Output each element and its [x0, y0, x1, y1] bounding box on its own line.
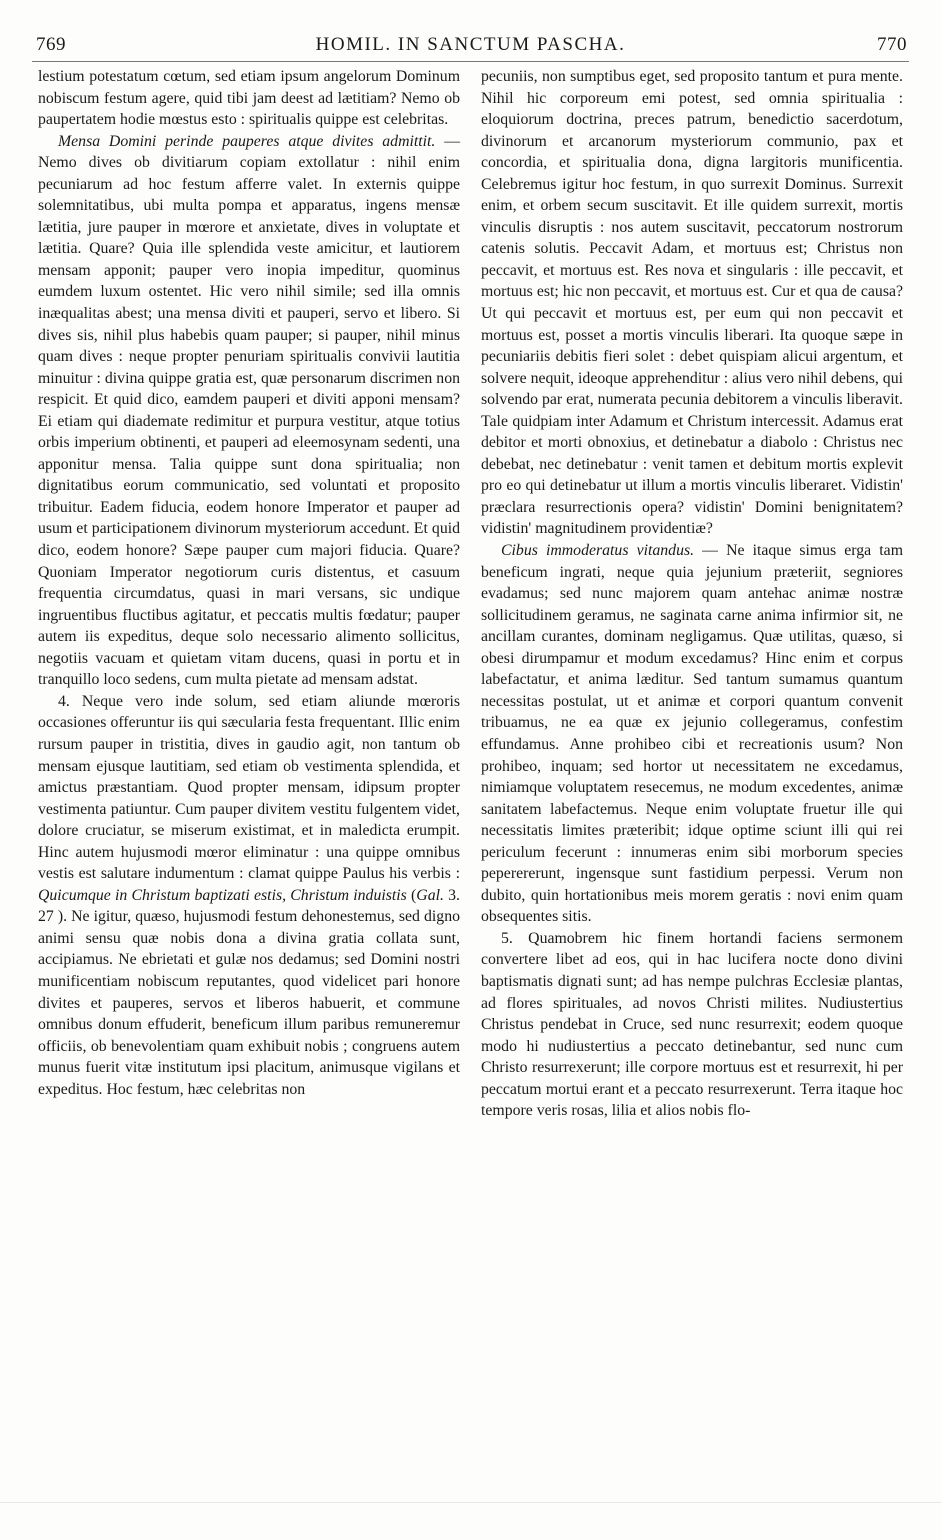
section-heading: Cibus immoderatus vitandus.: [501, 542, 695, 560]
scripture-reference: Gal.: [416, 886, 444, 904]
page-number-left: 769: [36, 34, 66, 55]
paragraph-text: — Ne itaque simus erga tam beneficum ingrati, neque quia jejunium præteriit, segniores evadamus; sed nunc majorem quam antehac animæ nostræ sollicitudinem geramus, ne saginata carne anima infirmior sit, ne ancillam curantes, dominam negligamus. Quæ utilitas, quæso, si obesi dirumpamur et modum excedamus? Hinc enim et corpus labefactatur, et anima læditur. Sed tantum sumamus quantum necessitas postulat, ut et animæ et corpori quantum convenit tribuamus, ne ea quæ ex jejunio collegeramus, confestim effundamus. Anne prohibeo cibi et recreationis usum? Non prohibeo, inquam; sed hortor ut necessitatem ne excedamus, nimiamque voluptatem resecemus, ne modum excedentes, animæ sanitatem labefactemus. Neque enim voluptate fruetur ille qui necessitatis limites præteribit; idque optime sciunt illi qui rei periculum fecerunt : innumeras enim sibi morborum species peperererunt, ingensque sunt fastidium perpessi. Verum non dubito, quin hortationibus meis morem geratis : novi enim quam obsequentes sitis.: [481, 542, 903, 926]
page-number-right: 770: [877, 34, 907, 55]
paragraph: lestium potestatum cœtum, sed etiam ipsum angelorum Dominum nobiscum festum agere, quid tibi jam deest ad lætitiam? Nemo ob paupertatem hodie mœstus esto : spiritualis quippe est celebritas.: [38, 68, 460, 129]
paragraph: [38, 131, 460, 691]
left-column: [38, 66, 460, 1100]
paragraph-text: — Nemo dives ob divitiarum copiam extollatur : nihil enim pecuniarum ad hoc festum afferre valet. In externis quippe solemnitatibus, ubi multa pompa et apparatus, ingens mensæ lætitia, jure pauper in mœrore et anxietate, dives in voluptate et lætitia. Quare? Quia ille splendida veste amicitur, et lautiorem mensam apponit; pauper vero inopia impeditur, quominus eumdem luxum ostentet. Hic vero nihil simile; sed illa omnis inæqualitas abest; una mensa diviti et pauperi, servo et libero. Si dives sis, nihil plus habebis quam pauper; si pauper, nihil minus quam dives : neque propter penuriam spiritualis convivii lautitia minuitur : divina quippe gratia est, quæ personarum discrimen non respicit. Et quid dico, eamdem pauperi et diviti apponi mensam? Ei etiam qui diademate redimitur et purpura vestitur, atque totius orbis imperium obtinenti, et pauperi ad eleemosynam sedenti, una apponitur mensa. Talia quippe sunt dona spiritualia; non dignitatibus eorum communicatio, sed voluntati et proposito tribuitur. Eadem fiducia, eodem honore Imperator et pauper ad usum et participationem divinorum mysteriorum accedunt. Et quid dico, eodem honore? Sæpe pauper cum majori fiducia. Quare? Quoniam Imperator negotiorum curis distentus, et casuum frequentia circumdatus, quasi in mari versans, sic undique ingruentibus fluctibus agitatur, et peccatis multis fœdatur; pauper autem iis expeditus, deque solo necessario alimento sollicitus, negotiis vacuam et quietam vitam ducens, quasi in portu et in tranquillo loco sedens, cum multa pietate ad mensam adstat.: [38, 132, 460, 689]
paragraph-text: Ne igitur, quæso, hujusmodi festum dehonestemus, sed digno animi sensu quæ nobis dona a divina gratia collata sunt, accipiamus. Ne ebrietati et gulæ nos dedamus; sed Domini nostri munificentiam nobiscum reputantes, quod videlicet pari honore divites et pauperes, servos et liberos habuerit, et commune omnibus donum effuderit, beneficum illum paribus remuneremur officiis, ob benevolentiam quam exhibuit nobis ; congruens autem munus fuerit vitæ institutum ipsi placitum, animusque vigilans et expeditus. Hoc festum, hæc celebritas non: [38, 908, 460, 1098]
scripture-quote: Quicumque in Christum baptizati estis, Christum induistis: [38, 886, 407, 904]
header-rule: [32, 61, 909, 62]
paragraph: pecuniis, non sumptibus eget, sed proposito tantum et pura mente. Nihil hic corporeum emi potest, sed omnia spiritualia : eloquiorum doctrina, preces patrum, benedictio sacerdotum, divinorum et arcanorum mysteriorum communio, pax et concordia, et spiritualia dona, digna largitoris munificentia. Celebremus igitur hoc festum, in quo surrexit Dominus. Surrexit enim, et orbem secum suscitavit. Et ille quidem surrexit, mortis vinculis disruptis : nos autem suscitavit, peccatorum nostrorum catenis solutis. Peccavit Adam, et mortuus est; Christus non peccavit, et mortuus est. Res nova et singularis : ille peccavit, et mortuus est; hic non peccavit, et mortuus est. Cur et qua de causa? Ut qui peccavit et mortuus est, per eum qui non peccavit et mortuus est, posset a mortis vinculis liberari. Ita quoque sæpe in pecuniariis debitis fieri solet : debet quispiam alicui argentum, et solvere nequit, ideoque apprehenditur : alius vero nihil debens, qui solvendo par erat, numerata pecunia debitorem a vinculis liberavit. Tale quidpiam inter Adamum et Christum intercessit. Adamus erat debitor et morti obnoxius, et detinebatur a diabolo : Christus nec debebat, nec detinebatur : venit tamen et debitum mortis explevit pro eo qui detinebatur ut illum a mortis vinculis liberaret. Vidistin' præclara resurrectionis opera? vidistin' Domini benignitatem? vidistin' magnitudinem providentiæ?: [481, 68, 903, 538]
paragraph: [481, 540, 903, 928]
section-heading: Mensa Domini perinde pauperes atque divites admittit.: [58, 132, 436, 150]
running-title: HOMIL. IN SANCTUM PASCHA.: [315, 34, 626, 55]
page-bottom-edge: [0, 1502, 941, 1503]
reference-numbers: 3. 27 ).: [38, 886, 461, 926]
right-column: [481, 66, 903, 1122]
running-header: [30, 34, 911, 60]
paragraph-text: 4. Neque vero inde solum, sed etiam aliunde mœroris occasiones offeruntur iis qui sæcularia festa frequentant. Illic enim rursum pauper in tristitia, dives in gaudio agit, non tantum ob mensam ejusque lautitiam, sed etiam ob vestimenta splendida, et amictus præstantiam. Quod propter mensam, idipsum propter vestimenta patiuntur. Cum pauper divitem vestitu fulgentem videt, dolore cruciatur, se miserum existimat, et in maledicta erumpit. Hinc autem hujusmodi mœror eliminatur : una quippe omnibus vestis est salutare indumentum : clamat quippe Paulus his verbis :: [38, 692, 460, 883]
paragraph: 5. Quamobrem hic finem hortandi faciens sermonem convertere libet ad eos, qui in hac lucifera nocte dono divini baptismatis dignati sunt; ad has nempe pulchras Ecclesiæ plantas, ad flores spirituales, ad novos Christi milites. Nudiustertius Christus pendebat in Cruce, sed nunc resurrexit; eodem quoque modo hi nudiustertius a peccato detinebantur, sed nunc cum Christo resurrexerunt; ille corpore mortuus est et resurrexit, hi per peccatum mortui erant et a peccato resurrexerunt. Terra itaque hoc tempore veris rosas, lilia et alios nobis flo-: [481, 929, 903, 1120]
reference-paren: (: [406, 886, 417, 904]
paragraph: [38, 691, 460, 1100]
